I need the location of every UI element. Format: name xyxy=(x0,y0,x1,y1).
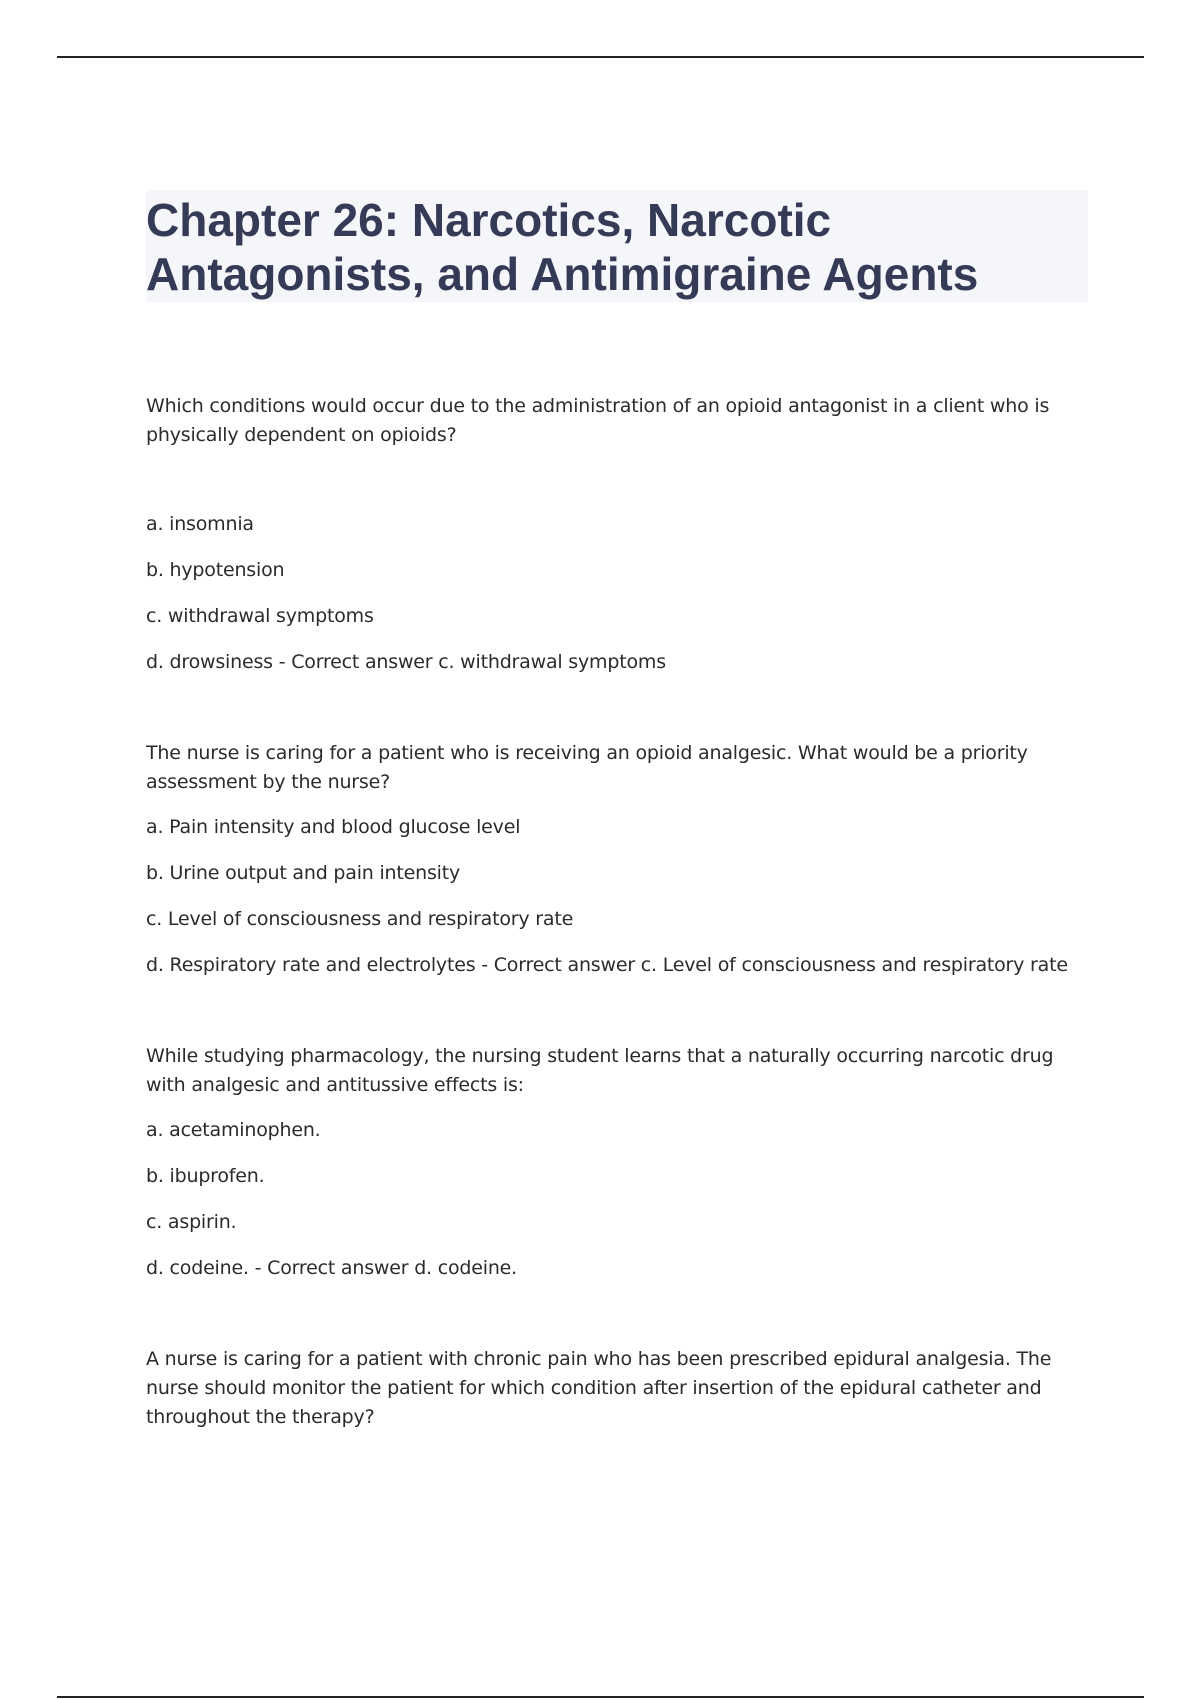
title-line-2: Antagonists, and Antimigraine Agents xyxy=(146,248,979,300)
question-text: A nurse is caring for a patient with chronic pain who has been prescribed epidural analgesia. The nurse should monitor the patient for which condition after insertion of the epidural catheter and throughout the therapy? xyxy=(146,1348,1052,1428)
option-c: c. withdrawal symptoms xyxy=(146,605,374,627)
question-1 xyxy=(146,392,1086,677)
top-rule xyxy=(57,56,1144,58)
option-a: a. Pain intensity and blood glucose level xyxy=(146,816,521,838)
option-b: b. ibuprofen. xyxy=(146,1165,265,1187)
bottom-rule xyxy=(57,1696,1144,1698)
option-d-with-answer: d. codeine. - Correct answer d. codeine. xyxy=(146,1257,518,1279)
option-c: c. aspirin. xyxy=(146,1211,237,1233)
question-text: The nurse is caring for a patient who is receiving an opioid analgesic. What would be a priority assessment by the nurse? xyxy=(146,742,1028,793)
option-b: b. Urine output and pain intensity xyxy=(146,862,461,884)
title-line-1: Chapter 26: Narcotics, Narcotic xyxy=(146,194,832,246)
option-d-with-answer: d. Respiratory rate and electrolytes - Correct answer c. Level of consciousness and respiratory rate xyxy=(146,954,1068,976)
question-list xyxy=(146,392,1086,1432)
question-2 xyxy=(146,739,1086,980)
question-text: While studying pharmacology, the nursing student learns that a naturally occurring narcotic drug with analgesic and antitussive effects is: xyxy=(146,1045,1054,1096)
page-title xyxy=(146,193,1086,301)
question-3 xyxy=(146,1042,1086,1283)
question-text: Which conditions would occur due to the administration of an opioid antagonist in a client who is physically dependent on opioids? xyxy=(146,395,1050,446)
option-a: a. insomnia xyxy=(146,513,254,535)
option-b: b. hypotension xyxy=(146,559,285,581)
option-c: c. Level of consciousness and respiratory rate xyxy=(146,908,574,930)
option-a: a. acetaminophen. xyxy=(146,1119,321,1141)
option-d-with-answer: d. drowsiness - Correct answer c. withdrawal symptoms xyxy=(146,651,666,673)
question-4 xyxy=(146,1345,1086,1432)
